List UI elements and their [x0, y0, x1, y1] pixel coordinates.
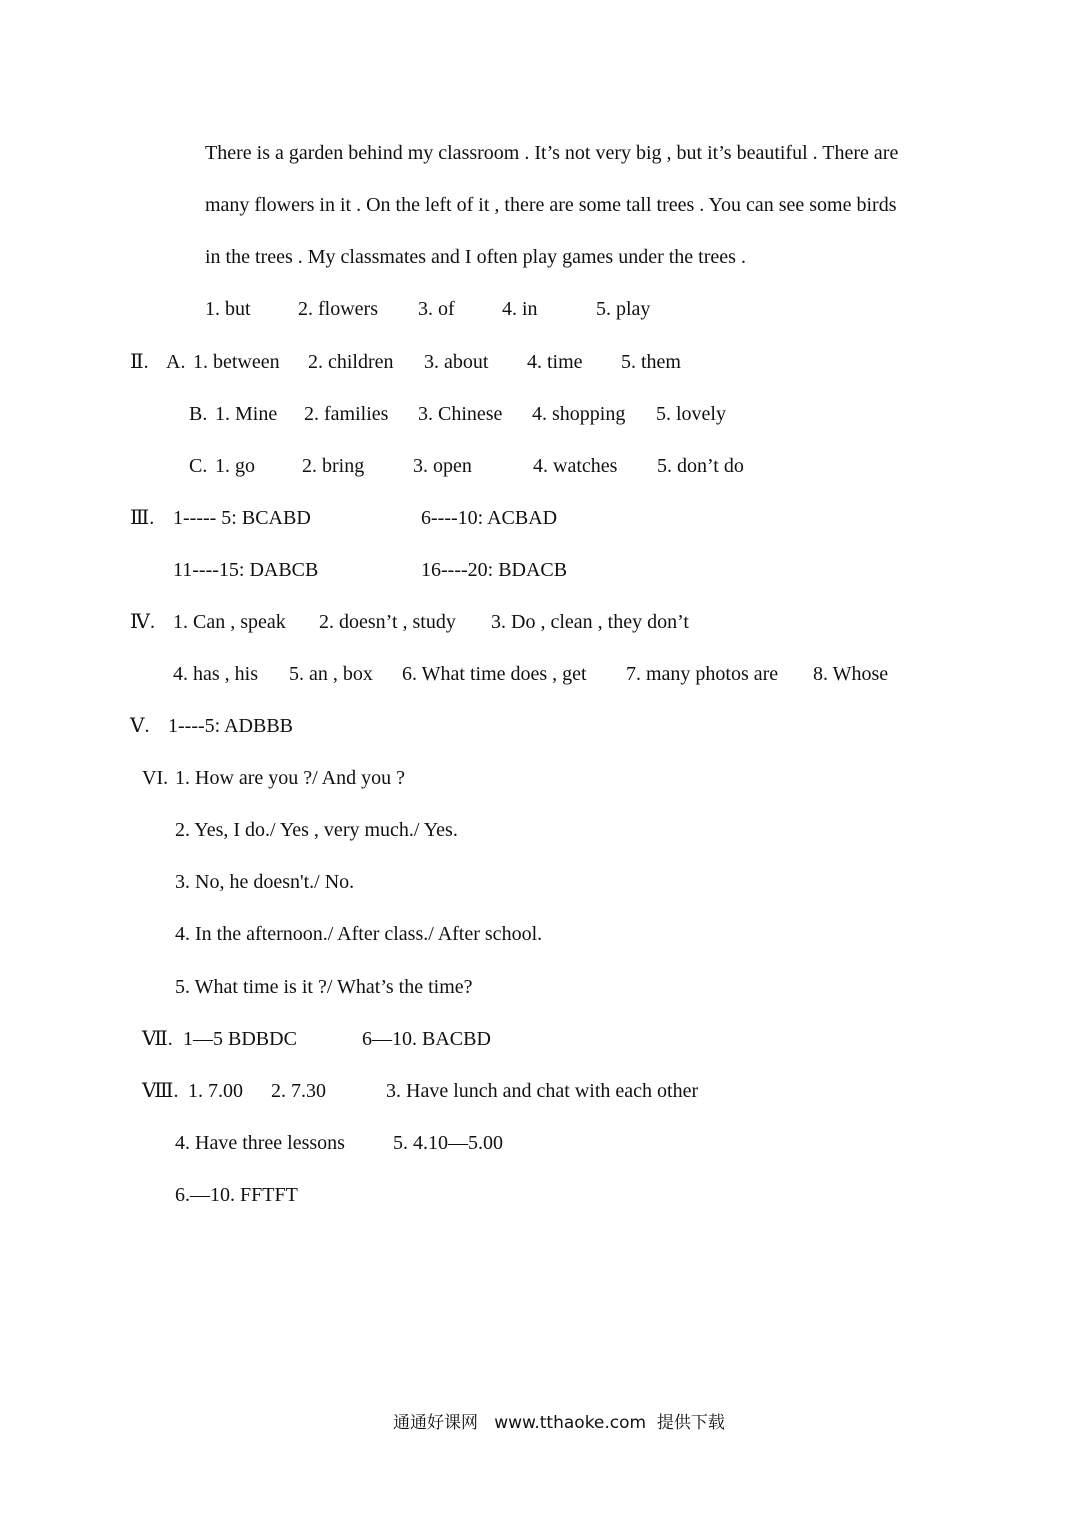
section-3-range: 1----- 5: BCABD	[173, 507, 311, 529]
passage-line-2: many flowers in it . On the left of it , there are some tall trees . You can see some birds	[205, 194, 897, 216]
section-4-label: Ⅳ.	[130, 611, 155, 633]
section-2a-item: 5. them	[621, 351, 681, 373]
section-4-item: 4. has , his	[173, 663, 258, 685]
section-8-item: 6.—10. FFTFT	[175, 1184, 298, 1206]
section-3-label: Ⅲ.	[130, 507, 155, 529]
section-6-item: 5. What time is it ?/ What’s the time?	[175, 976, 473, 998]
passage-answer: 3. of	[418, 298, 455, 320]
section-2b-item: 1. Mine	[215, 403, 278, 425]
section-4-item: 2. doesn’t , study	[319, 611, 456, 633]
passage-line-1: There is a garden behind my classroom . It’s not very big , but it’s beautiful . There are	[205, 142, 899, 164]
section-5-answers: 1----5: ADBBB	[168, 715, 293, 737]
section-2c-item: 1. go	[215, 455, 255, 477]
section-2b-item: 4. shopping	[532, 403, 626, 425]
passage-answer: 2. flowers	[298, 298, 378, 320]
section-8-item: 4. Have three lessons	[175, 1132, 345, 1154]
section-2a-label: A.	[166, 351, 186, 373]
section-2c-item: 2. bring	[302, 455, 365, 477]
section-2b-label: B.	[189, 403, 208, 425]
passage-answer: 5. play	[596, 298, 651, 320]
passage-answer: 4. in	[502, 298, 538, 320]
section-4-item: 6. What time does , get	[402, 663, 587, 685]
section-8-item: 3. Have lunch and chat with each other	[386, 1080, 699, 1102]
section-5-label: Ⅴ.	[130, 715, 150, 737]
section-8-item: 1. 7.00	[188, 1080, 243, 1102]
section-6-item: 1. How are you ?/ And you ?	[175, 767, 405, 789]
page-footer: 通通好课网 www.tthaoke.com 提供下载	[393, 1413, 725, 1433]
section-4-item: 7. many photos are	[626, 663, 779, 685]
section-7-range: 6—10. BACBD	[362, 1028, 491, 1050]
section-6-item: 3. No, he doesn't./ No.	[175, 871, 355, 893]
section-2b-item: 5. lovely	[656, 403, 726, 425]
section-2-label: Ⅱ.	[130, 351, 149, 373]
section-4-item: 8. Whose	[813, 663, 889, 685]
section-3-range: 16----20: BDACB	[421, 559, 568, 581]
section-2b-item: 2. families	[304, 403, 389, 425]
section-8-item: 2. 7.30	[271, 1080, 326, 1102]
section-7-range: 1—5 BDBDC	[183, 1028, 297, 1050]
section-2a-item: 3. about	[424, 351, 489, 373]
section-2b-item: 3. Chinese	[418, 403, 503, 425]
section-4-item: 1. Can , speak	[173, 611, 286, 633]
section-2c-item: 3. open	[413, 455, 472, 477]
section-7-label: Ⅶ.	[142, 1028, 173, 1050]
section-4-item: 3. Do , clean , they don’t	[491, 611, 689, 633]
section-2a-item: 1. between	[193, 351, 280, 373]
passage-answer: 1. but	[205, 298, 251, 320]
section-2c-label: C.	[189, 455, 208, 477]
section-3-range: 11----15: DABCB	[173, 559, 319, 581]
section-6-label: VI.	[142, 767, 169, 789]
section-2c-item: 4. watches	[533, 455, 618, 477]
section-2c-item: 5. don’t do	[657, 455, 744, 477]
section-8-item: 5. 4.10—5.00	[393, 1132, 503, 1154]
section-6-item: 2. Yes, I do./ Yes , very much./ Yes.	[175, 819, 458, 841]
section-6-item: 4. In the afternoon./ After class./ After school.	[175, 923, 543, 945]
passage-line-3: in the trees . My classmates and I often play games under the trees .	[205, 246, 746, 268]
section-2a-item: 2. children	[308, 351, 394, 373]
section-2a-item: 4. time	[527, 351, 583, 373]
section-3-range: 6----10: ACBAD	[421, 507, 558, 529]
section-8-label: Ⅷ.	[142, 1080, 179, 1102]
section-4-item: 5. an , box	[289, 663, 373, 685]
